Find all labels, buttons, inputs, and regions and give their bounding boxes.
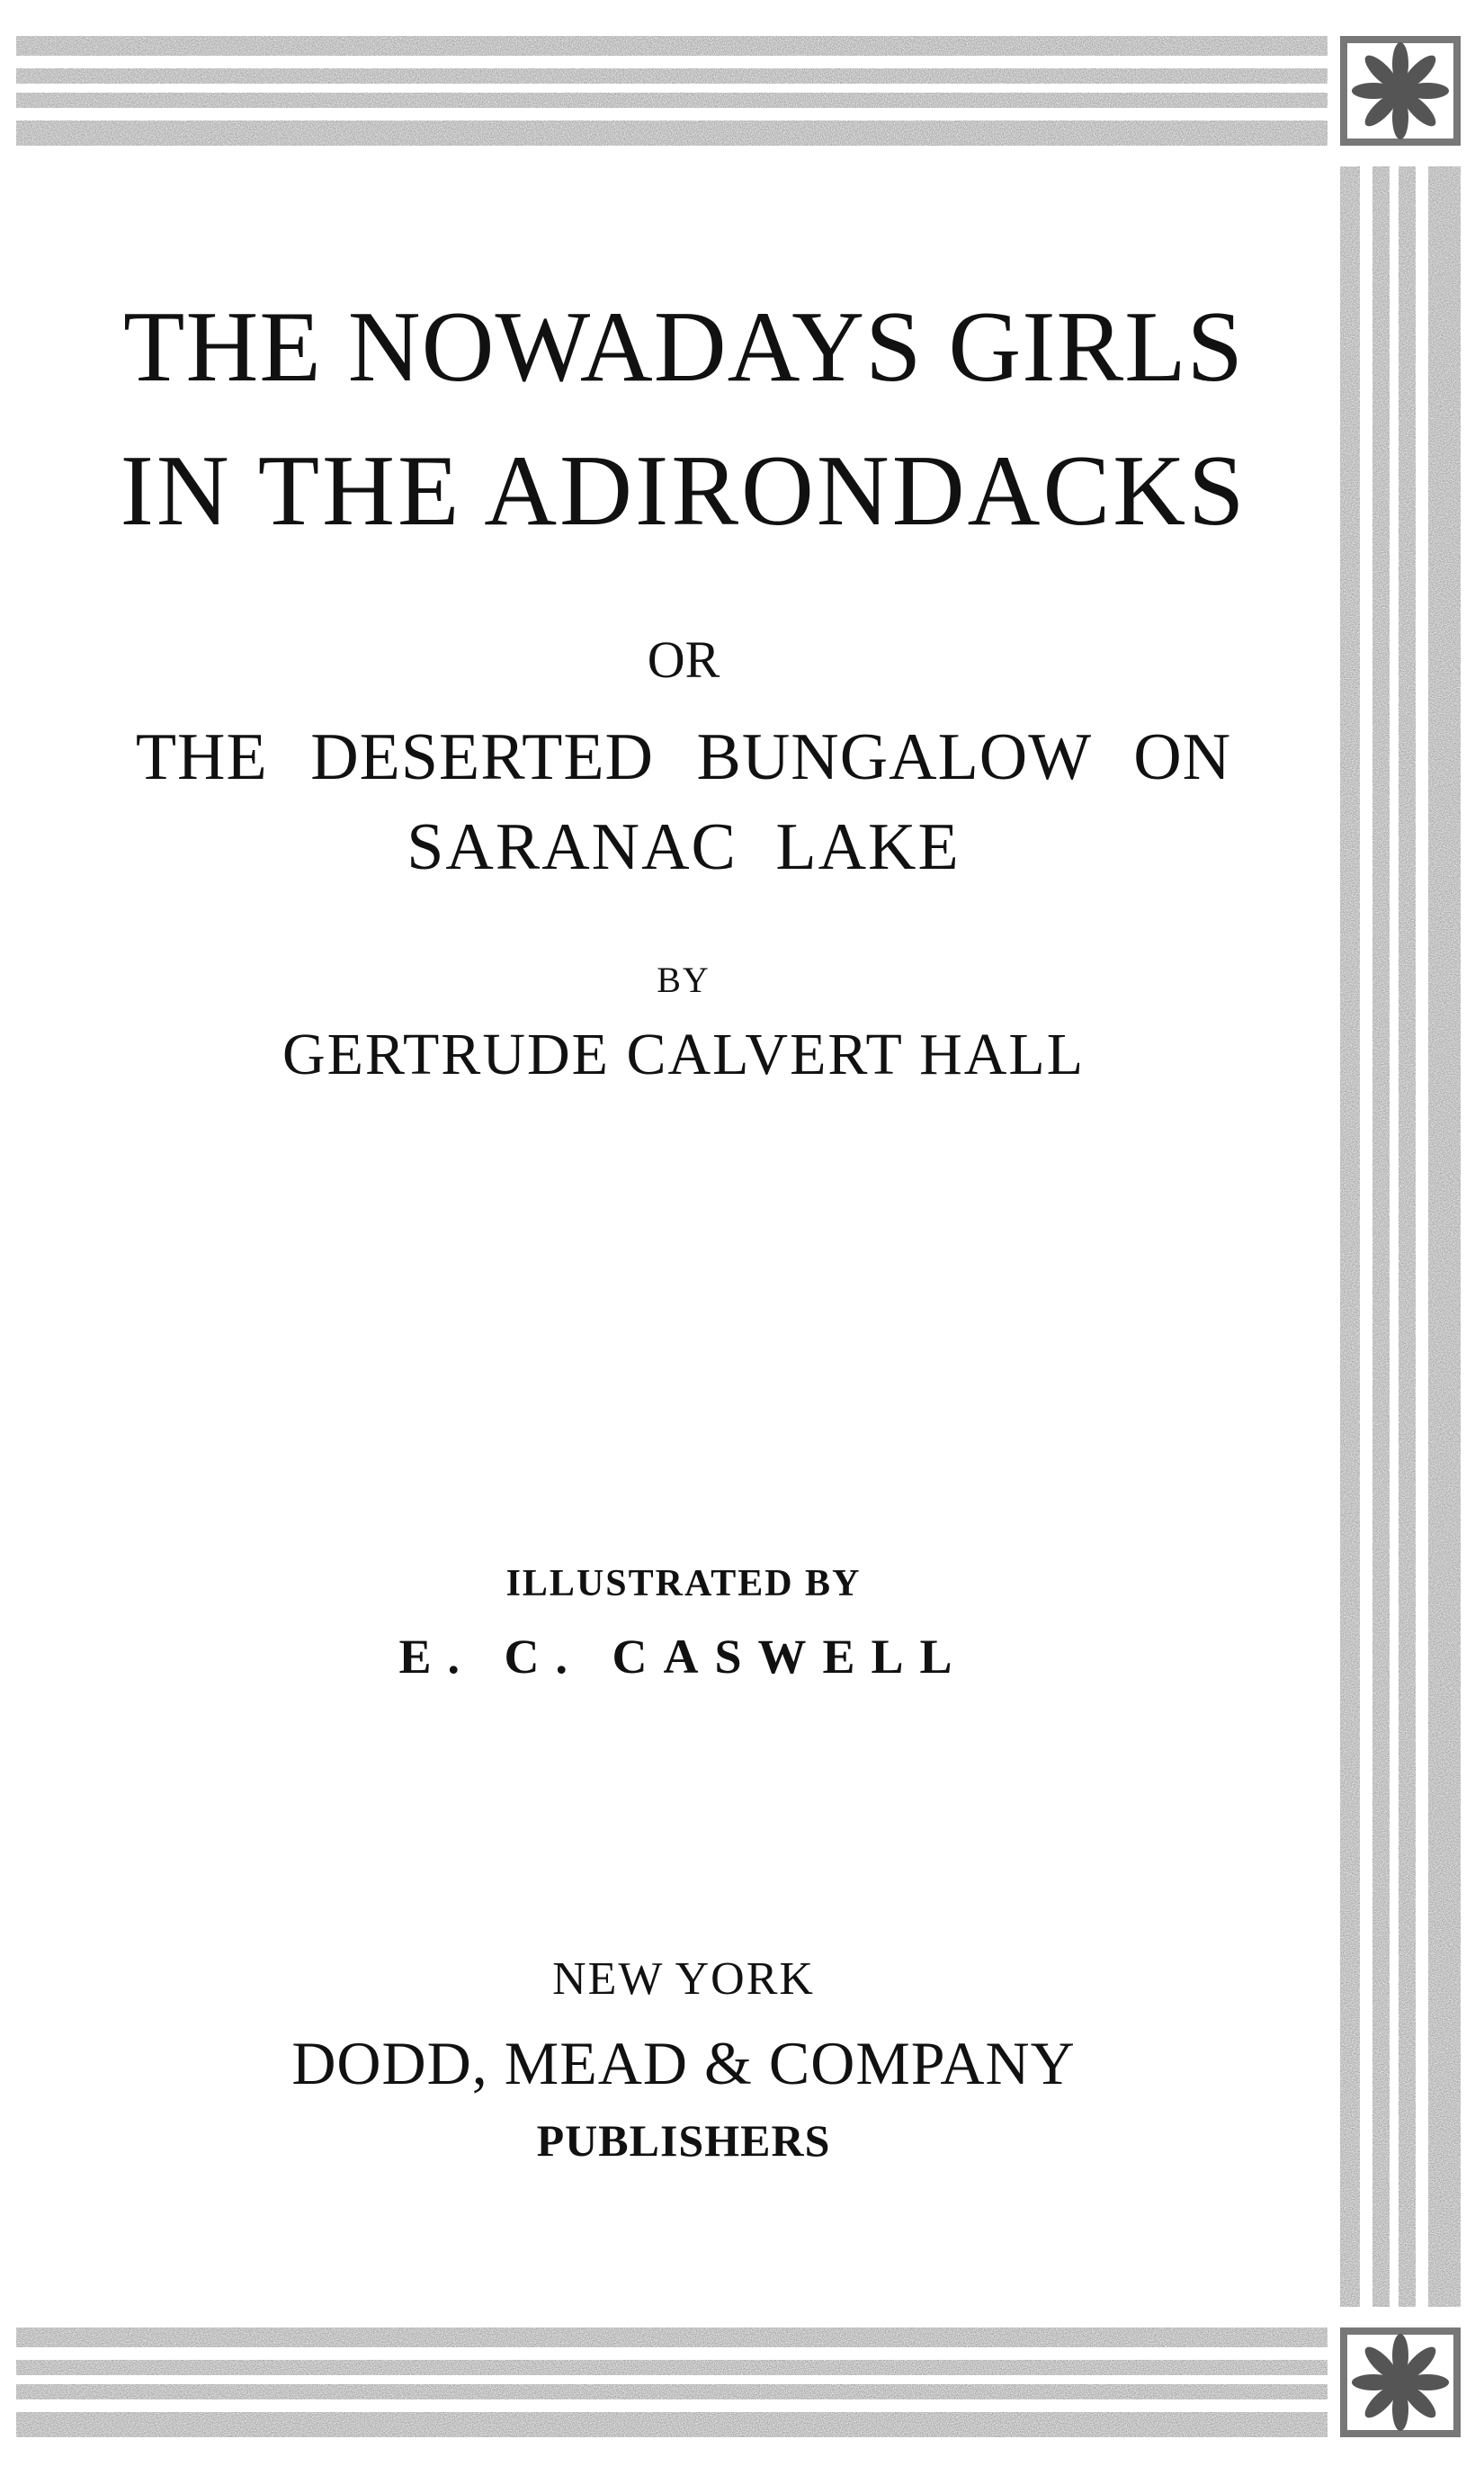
publisher-name: DODD, MEAD & COMPANY xyxy=(291,2029,1076,2097)
publisher-city: NEW YORK xyxy=(552,1953,815,2005)
illustrator-name: E. C. CASWELL xyxy=(398,1630,969,1684)
or-connector: OR xyxy=(647,630,720,689)
author-name: GERTRUDE CALVERT HALL xyxy=(282,1022,1086,1087)
illustrated-by-label: ILLUSTRATED BY xyxy=(505,1563,862,1604)
subtitle-line-1: THE DESERTED BUNGALOW ON xyxy=(135,720,1232,794)
book-title-line-2: IN THE ADIRONDACKS xyxy=(120,435,1247,547)
right-border-band xyxy=(1340,166,1461,2307)
book-title-line-1: THE NOWADAYS GIRLS xyxy=(123,291,1244,403)
publishers-label: PUBLISHERS xyxy=(536,2115,831,2166)
rosette-icon xyxy=(1340,2328,1461,2437)
by-label: BY xyxy=(657,960,711,1000)
rosette-icon xyxy=(1340,36,1461,146)
subtitle-line-2: SARANAC LAKE xyxy=(407,810,961,884)
